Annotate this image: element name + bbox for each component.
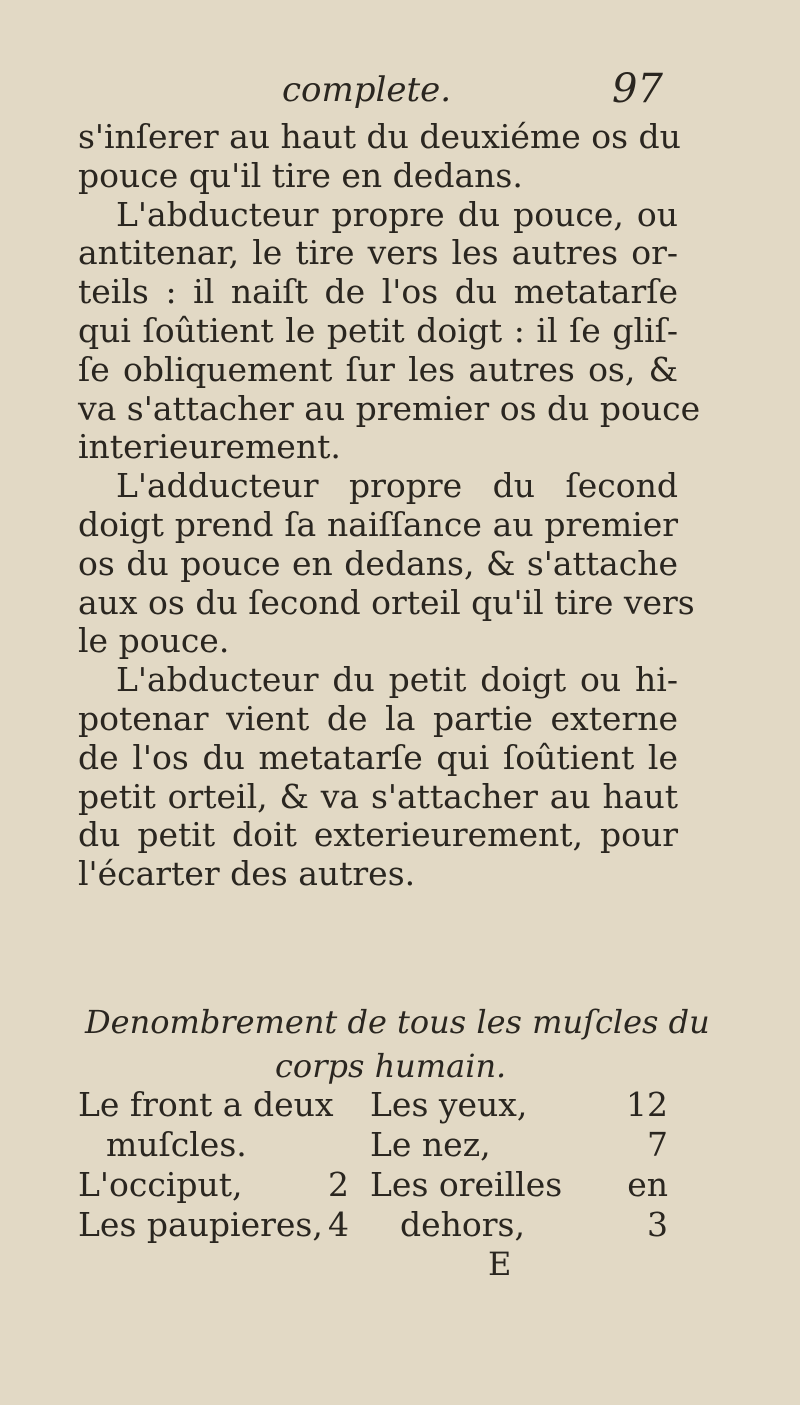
section-heading-line: corps humain. (275, 1047, 507, 1085)
text-line: interieurement. (78, 427, 341, 467)
text-line: potenar vient de la partie externe (78, 698, 678, 738)
index-row (78, 1205, 678, 1245)
body-text (78, 117, 701, 894)
text-line: va s'attacher au premier os du pouce (78, 388, 701, 428)
section-heading-line: Denombrement de tous les muſcles du (85, 1003, 710, 1041)
text-line: l'écarter des autres. (78, 854, 416, 894)
text-line: os du pouce en dedans, & s'attache (78, 543, 678, 583)
signature-mark: E (488, 1245, 512, 1283)
index-row (78, 1125, 678, 1165)
text-line: L'abducteur propre du pouce, ou (116, 194, 678, 234)
index-left-count: 2 (328, 1165, 349, 1204)
muscle-index (78, 1085, 678, 1245)
text-line: L'abducteur du petit doigt ou hi- (116, 660, 678, 700)
index-right-count: 12 (626, 1085, 668, 1124)
running-head: complete. (282, 70, 452, 110)
index-right-count: 7 (647, 1125, 668, 1164)
text-line: ſe obliquement ſur les autres os, & (78, 349, 678, 389)
text-line: s'inſerer au haut du deuxiéme os du (78, 117, 681, 156)
index-left-label: muſcles. (106, 1125, 247, 1164)
text-line: du petit doit exterieurement, pour (78, 815, 678, 855)
index-row (78, 1165, 678, 1205)
index-right-label: Les oreilles (370, 1165, 563, 1204)
text-line: L'adducteur propre du ſecond (116, 466, 678, 506)
index-left-count: 4 (328, 1205, 349, 1244)
text-line: aux os du ſecond orteil qu'il tire vers (78, 582, 695, 622)
index-right-count: 3 (647, 1205, 668, 1244)
index-right-label: Les yeux, (370, 1085, 528, 1124)
text-line: doigt prend ſa naiſſance au premier (78, 504, 678, 544)
text-line: de l'os du metatarſe qui ſoûtient le (78, 737, 678, 777)
index-right-label: dehors, (400, 1205, 525, 1244)
index-left-label: Les paupieres, (78, 1205, 323, 1244)
text-line: le pouce. (78, 621, 230, 661)
index-right-label: Le nez, (370, 1125, 491, 1164)
index-left-label: L'occiput, (78, 1165, 243, 1204)
text-line: pouce qu'il tire en dedans. (78, 155, 523, 195)
section-heading (85, 1000, 710, 1088)
index-row (78, 1085, 678, 1125)
text-line: antitenar, le tire vers les autres or- (78, 233, 678, 273)
text-line: petit orteil, & va s'attacher au haut (78, 776, 678, 816)
index-left-label: Le front a deux (78, 1085, 334, 1124)
text-line: qui ſoûtient le petit doigt : il ſe gliſ- (78, 310, 678, 350)
text-line: teils : il naiſt de l'os du metatarſe (78, 272, 678, 312)
page-number: 97 (612, 66, 663, 112)
index-right-count: en (627, 1165, 668, 1204)
